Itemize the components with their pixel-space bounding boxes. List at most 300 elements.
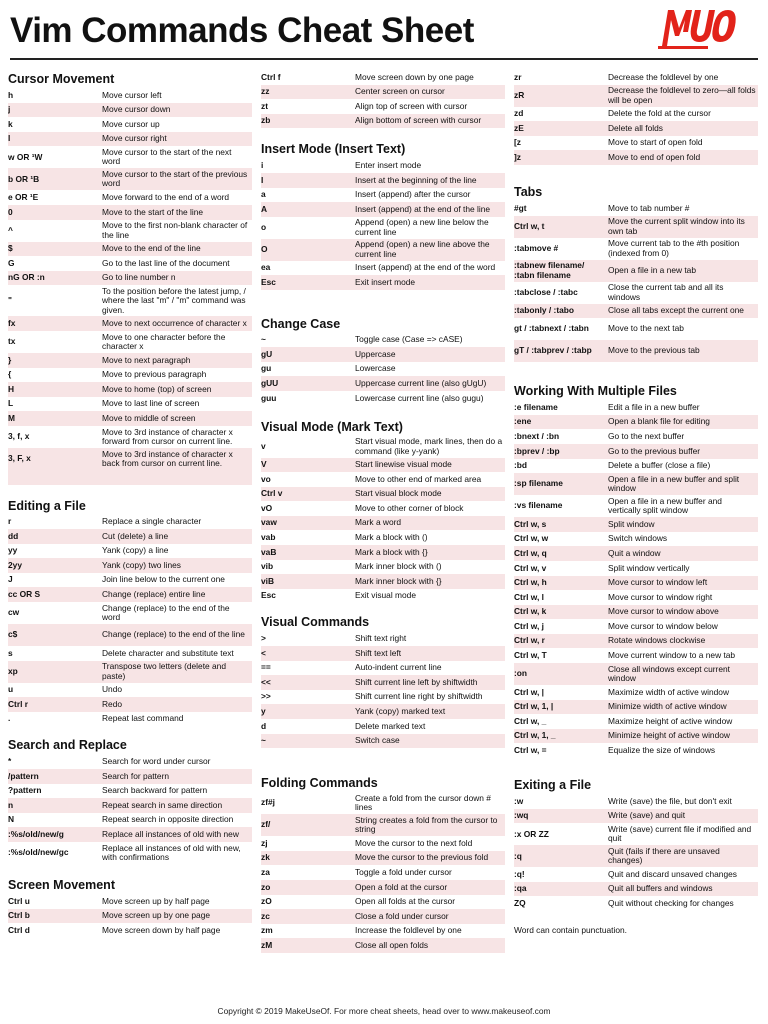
command-description: Exit insert mode: [355, 276, 416, 287]
section-title: Screen Movement: [8, 878, 115, 892]
command-key: tx: [8, 337, 16, 347]
command-row: [8, 683, 252, 698]
command-description: Exit visual mode: [355, 590, 416, 601]
command-description: Auto-indent current line: [355, 662, 442, 673]
command-row: [261, 938, 505, 953]
command-description: Move to last line of screen: [102, 398, 200, 409]
command-description: Move to next paragraph: [102, 354, 191, 365]
command-key: cw: [8, 608, 20, 618]
command-key: Ctrl w, l: [514, 592, 544, 602]
command-row: [514, 400, 758, 415]
command-row: [8, 220, 252, 242]
command-row: [8, 712, 252, 727]
command-description: Lowercase: [355, 363, 396, 374]
command-row: [514, 823, 758, 845]
command-row: [514, 546, 758, 561]
section-title: Cursor Movement: [8, 72, 115, 86]
command-description: Move cursor up: [102, 118, 160, 129]
command-key: ?pattern: [8, 786, 42, 796]
command-description: Mark a block with {}: [355, 546, 428, 557]
command-description: Split window vertically: [608, 562, 690, 573]
command-row: [261, 661, 505, 676]
command-key: 3, f, x: [8, 432, 30, 442]
command-row: [514, 70, 758, 85]
command-description: Write (save) the file, but don't exit: [608, 795, 732, 806]
command-row: [8, 271, 252, 286]
command-row: [514, 700, 758, 715]
command-row: [261, 704, 505, 719]
command-key: :bd: [514, 461, 528, 471]
command-row: [8, 602, 252, 624]
command-key: Ctrl w, t: [514, 221, 545, 231]
command-key: [z: [514, 138, 521, 148]
command-key: u: [8, 685, 14, 695]
command-row: [8, 923, 252, 938]
command-description: Move cursor to the start of the next word: [102, 146, 232, 167]
command-row: [8, 331, 252, 353]
command-key: w OR ¹W: [8, 152, 43, 162]
command-row: [8, 316, 252, 331]
command-key: zd: [514, 109, 524, 119]
command-description: Append (open) a new line below the current line: [355, 217, 489, 237]
command-description: Move cursor to window above: [608, 606, 719, 617]
section-title: Visual Mode (Mark Text): [261, 419, 403, 434]
section-insert-mode: [261, 134, 505, 304]
command-key: vaw: [261, 518, 277, 528]
command-description: Split window: [608, 518, 655, 529]
command-key: Ctrl w, =: [514, 746, 547, 756]
command-description: Shift text left: [355, 647, 402, 658]
command-key: zk: [261, 853, 270, 863]
command-key: nG OR :n: [8, 273, 45, 283]
command-row: [514, 260, 758, 282]
command-description: Decrease the foldlevel by one: [608, 71, 719, 82]
command-key: Ctrl w, j: [514, 621, 544, 631]
command-description: Repeat last command: [102, 713, 184, 724]
command-key: :q!: [514, 869, 525, 879]
command-description: Move to 3rd instance of character x forward from cursor on current line.: [102, 426, 233, 446]
command-description: Move to the next tab: [608, 323, 684, 334]
command-key: :%s/old/new/gc: [8, 848, 69, 858]
command-description: Move to the previous tab: [608, 345, 700, 356]
command-description: Move forward to the end of a word: [102, 191, 230, 202]
command-row: [261, 545, 505, 560]
command-row: [8, 558, 252, 573]
command-row: [514, 459, 758, 474]
command-description: Align top of screen with cursor: [355, 100, 468, 111]
command-key: :sp filename: [514, 479, 563, 489]
command-key: cc OR S: [8, 590, 41, 600]
command-row: [261, 851, 505, 866]
copyright-footer: Copyright © 2019 MakeUseOf. For more cheat sheets, head over to www.makeuseof.com: [217, 1006, 551, 1016]
command-key: Ctrl w, |: [514, 687, 544, 697]
command-key: $: [8, 244, 13, 254]
command-key: vab: [261, 533, 276, 543]
command-key: Ctrl w, k: [514, 607, 547, 617]
section-title: Exiting a File: [514, 778, 592, 793]
command-row: [8, 754, 252, 769]
command-key: ea: [261, 263, 271, 273]
command-row: [8, 205, 252, 220]
command-key: G: [8, 258, 15, 268]
command-description: Change (replace) to the end of the word: [102, 602, 230, 623]
command-description: Edit a file in a new buffer: [608, 401, 700, 412]
section-visual-commands: [261, 607, 505, 748]
command-description: Lowercase current line (also gugu): [355, 392, 484, 403]
command-key: zO: [261, 897, 272, 907]
command-description: Minimize height of active window: [608, 730, 730, 741]
column-1: [8, 64, 252, 938]
command-description: Move to the start of the line: [102, 206, 204, 217]
command-row: [514, 201, 758, 216]
command-description: Repeat search in same direction: [102, 799, 223, 810]
command-key: O: [261, 245, 268, 255]
command-row: [261, 347, 505, 362]
command-key: zr: [514, 72, 522, 82]
command-row: [261, 217, 505, 239]
command-key: :tabclose / :tabc: [514, 287, 578, 297]
command-key: :wq: [514, 811, 529, 821]
command-key: >>: [261, 692, 271, 702]
command-description: Cut (delete) a line: [102, 530, 169, 541]
command-row: [8, 168, 252, 190]
command-row: [514, 340, 758, 362]
command-description: Move to other corner of block: [355, 502, 464, 513]
muo-logo: [658, 6, 738, 52]
command-description: Move to 3rd instance of character x back from cursor on current line.: [102, 448, 233, 468]
command-key: <: [261, 648, 266, 658]
command-key: :tabmove #: [514, 243, 559, 253]
command-key: zM: [261, 940, 273, 950]
command-description: Move to middle of screen: [102, 412, 196, 423]
command-key: Ctrl r: [8, 699, 29, 709]
section-title: Folding Commands: [261, 776, 378, 791]
command-row: [514, 282, 758, 304]
command-key: L: [8, 399, 14, 409]
command-description: Move to home (top) of screen: [102, 383, 212, 394]
command-row: [8, 256, 252, 271]
section-title: Editing a File: [8, 498, 86, 513]
command-description: Go to line number n: [102, 272, 176, 283]
command-key: J: [8, 575, 13, 585]
command-description: Go to the previous buffer: [608, 445, 701, 456]
command-description: Delete character and substitute text: [102, 647, 234, 658]
command-description: Move to the end of the line: [102, 243, 201, 254]
command-row: [514, 663, 758, 685]
command-key: Ctrl w, 1, _: [514, 731, 556, 741]
command-key: .: [8, 714, 11, 724]
command-key: Ctrl w, w: [514, 534, 549, 544]
command-key: Ctrl w, v: [514, 563, 547, 573]
command-row: [8, 242, 252, 257]
command-description: Align bottom of screen with cursor: [355, 115, 482, 126]
command-description: Maximize width of active window: [608, 686, 730, 697]
command-row: [261, 376, 505, 391]
command-key: Ctrl w, r: [514, 636, 545, 646]
command-row: [514, 729, 758, 744]
command-key: ]z: [514, 152, 521, 162]
command-description: Quit without checking for changes: [608, 898, 734, 908]
command-description: Move current tab to the #th position (indexed from 0): [608, 238, 740, 258]
command-description: Rotate windows clockwise: [608, 635, 706, 646]
command-key: zc: [261, 911, 270, 921]
command-key: vO: [261, 503, 273, 513]
command-key: A: [261, 204, 268, 214]
command-row: [261, 719, 505, 734]
title-rule: [10, 58, 758, 60]
section-title: Change Case: [261, 316, 341, 331]
command-row: [8, 573, 252, 588]
command-description: Close all open folds: [355, 939, 429, 950]
command-row: [8, 411, 252, 426]
command-description: Transpose two letters (delete and paste): [102, 661, 226, 681]
command-row: [261, 675, 505, 690]
section-folding-cont: [514, 70, 758, 165]
command-row: [514, 867, 758, 882]
command-key: :bnext / :bn: [514, 431, 560, 441]
command-description: Center screen on cursor: [355, 86, 445, 97]
command-key: 2yy: [8, 560, 22, 570]
command-row: [8, 353, 252, 368]
command-row: [514, 532, 758, 547]
command-key: r: [8, 517, 12, 527]
command-description: Maximize height of active window: [608, 715, 733, 726]
command-row: [8, 697, 252, 712]
command-row: [514, 634, 758, 649]
command-description: Uppercase: [355, 348, 396, 359]
command-row: [514, 85, 758, 107]
command-row: [261, 631, 505, 646]
command-row: [261, 814, 505, 836]
command-row: [8, 382, 252, 397]
command-description: Write (save) and quit: [608, 810, 686, 821]
command-description: Shift current line left by shiftwidth: [355, 676, 478, 687]
command-row: [514, 150, 758, 165]
command-row: [261, 85, 505, 100]
command-row: [8, 426, 252, 448]
command-key: i: [261, 160, 264, 170]
command-row: [514, 238, 758, 260]
command-description: Move current window to a new tab: [608, 650, 736, 661]
command-row: [261, 574, 505, 589]
column-2: [261, 70, 505, 953]
command-row: [261, 458, 505, 473]
command-description: Start linewise visual mode: [355, 459, 452, 470]
command-key: :vs filename: [514, 501, 563, 511]
section-title: Search and Replace: [8, 738, 127, 753]
command-description: Insert (append) at the end of the line: [355, 203, 491, 214]
command-row: [261, 909, 505, 924]
command-key: Esc: [261, 591, 276, 601]
command-row: [261, 261, 505, 276]
command-key: ~: [261, 335, 266, 345]
command-key: *: [8, 757, 12, 767]
command-key: I: [261, 175, 264, 185]
section-title: Tabs: [514, 184, 543, 199]
command-key: d: [261, 721, 267, 731]
command-row: [261, 895, 505, 910]
command-description: Search for pattern: [102, 770, 170, 781]
command-row: [261, 333, 505, 348]
section-screen-movement-cont: [261, 70, 505, 128]
command-row: [261, 436, 505, 458]
command-row: [261, 734, 505, 749]
command-key: gt / :tabnext / :tabn: [514, 324, 589, 334]
command-row: [261, 275, 505, 290]
command-row: [261, 391, 505, 406]
command-row: [8, 285, 252, 316]
command-row: [514, 121, 758, 136]
command-description: Yank (copy) a line: [102, 545, 169, 556]
command-description: Insert at the beginning of the line: [355, 174, 477, 185]
command-key: Ctrl w, T: [514, 651, 547, 661]
command-row: [261, 239, 505, 261]
command-key: zf/: [261, 820, 271, 830]
command-key: V: [261, 460, 267, 470]
command-row: [261, 487, 505, 502]
section-change-case: [261, 309, 505, 406]
command-description: Move the cursor to the previous fold: [355, 852, 489, 863]
command-row: [514, 415, 758, 430]
command-key: j: [8, 105, 11, 115]
command-key: s: [8, 648, 13, 658]
command-row: [8, 132, 252, 147]
command-key: za: [261, 867, 270, 877]
command-description: Minimize width of active window: [608, 701, 727, 712]
command-description: Move cursor to the start of the previous word: [102, 168, 248, 189]
command-key: zo: [261, 882, 271, 892]
command-description: Move cursor to window right: [608, 591, 713, 602]
command-key: o: [261, 223, 267, 233]
section-folding: [261, 768, 505, 953]
command-description: Close a fold under cursor: [355, 910, 449, 921]
command-key: Ctrl w, 1, |: [514, 702, 554, 712]
command-key: {: [8, 370, 12, 380]
command-key: zE: [514, 123, 524, 133]
command-key: :tabnew filename/ :tabn filename: [514, 261, 585, 280]
command-row: [8, 190, 252, 205]
command-key: l: [8, 134, 11, 144]
command-row: [261, 202, 505, 217]
command-row: [261, 560, 505, 575]
command-row: [8, 646, 252, 661]
command-description: Insert (append) after the cursor: [355, 189, 471, 200]
command-key: zt: [261, 101, 268, 111]
command-description: Uppercase current line (also gUgU): [355, 377, 487, 388]
command-description: Open a file in a new buffer and vertically split window: [608, 495, 722, 516]
footnote: Word can contain punctuation.: [514, 925, 627, 935]
command-key: :on: [514, 669, 528, 679]
command-description: Open all folds at the cursor: [355, 896, 456, 907]
command-row: [8, 397, 252, 412]
command-description: Enter insert mode: [355, 159, 422, 170]
command-description: Move cursor to window left: [608, 577, 708, 588]
command-description: Search backward for pattern: [102, 785, 208, 796]
command-row: [261, 530, 505, 545]
command-description: Quit (fails if there are unsaved changes): [608, 845, 720, 866]
command-row: [514, 685, 758, 700]
command-description: Search for word under cursor: [102, 756, 211, 767]
command-key: Ctrl w, s: [514, 519, 547, 529]
command-description: Move the cursor to the next fold: [355, 837, 473, 848]
command-description: Mark a block with (): [355, 532, 428, 543]
command-description: Shift text right: [355, 633, 407, 644]
command-key: h: [8, 90, 14, 100]
command-description: Move screen down by half page: [102, 924, 221, 935]
command-key: dd: [8, 531, 19, 541]
command-key: :q: [514, 851, 522, 861]
command-key: :qa: [514, 884, 527, 894]
command-key: #gt: [514, 203, 527, 213]
command-key: zz: [261, 87, 270, 97]
command-row: [514, 216, 758, 238]
command-row: [514, 882, 758, 897]
command-description: Write (save) current file if modified and quit: [608, 823, 752, 844]
command-row: [514, 473, 758, 495]
command-row: [8, 827, 252, 842]
command-description: Move to start of open fold: [608, 137, 703, 148]
command-key: vaB: [261, 547, 277, 557]
command-description: Move to the first non-blank character of the line: [102, 220, 248, 240]
command-description: Repeat search in opposite direction: [102, 814, 234, 825]
command-description: Delete all folds: [608, 122, 663, 133]
command-description: Replace a single character: [102, 516, 202, 527]
command-description: Replace all instances of old with new, with confirmations: [102, 842, 241, 862]
command-row: [261, 865, 505, 880]
command-row: [8, 88, 252, 103]
section-multiple-files: [514, 376, 758, 758]
command-key: 3, F, x: [8, 454, 31, 464]
command-key: N: [8, 815, 15, 825]
command-description: Mark inner block with {}: [355, 575, 442, 586]
command-key: Ctrl w, q: [514, 548, 547, 558]
command-key: Ctrl f: [261, 72, 281, 82]
command-key: y: [261, 707, 266, 716]
command-key: ~: [261, 736, 266, 746]
command-description: Undo: [102, 684, 123, 695]
command-key: viB: [261, 576, 275, 586]
command-row: [514, 794, 758, 809]
command-key: M: [8, 413, 15, 423]
command-key: xp: [8, 666, 18, 676]
command-key: :w: [514, 796, 524, 806]
command-key: gu: [261, 364, 272, 374]
command-description: Go to the next buffer: [608, 430, 685, 441]
command-description: Delete a buffer (close a file): [608, 460, 711, 471]
section-title: Insert Mode (Insert Text): [261, 142, 406, 157]
command-key: Ctrl w, _: [514, 716, 547, 726]
command-key: vib: [261, 562, 274, 572]
command-description: Append (open) a new line above the current line: [355, 239, 490, 259]
command-description: Mark inner block with (): [355, 561, 442, 572]
command-key: /pattern: [8, 771, 39, 781]
command-description: Move to next occurrence of character x: [102, 317, 247, 328]
command-description: Toggle case (Case => cASE): [355, 334, 463, 345]
command-row: [514, 590, 758, 605]
column-3: [514, 70, 758, 935]
command-description: Yank (copy) marked text: [355, 706, 446, 716]
command-key: Esc: [261, 277, 276, 287]
section-search-replace: [8, 730, 252, 864]
command-key: gU: [261, 349, 273, 359]
command-row: [8, 813, 252, 828]
command-key: Ctrl d: [8, 925, 30, 935]
command-row: [261, 173, 505, 188]
command-row: [261, 99, 505, 114]
command-row: [8, 894, 252, 909]
command-row: [514, 648, 758, 663]
command-key: gT / :tabprev / :tabp: [514, 346, 592, 356]
